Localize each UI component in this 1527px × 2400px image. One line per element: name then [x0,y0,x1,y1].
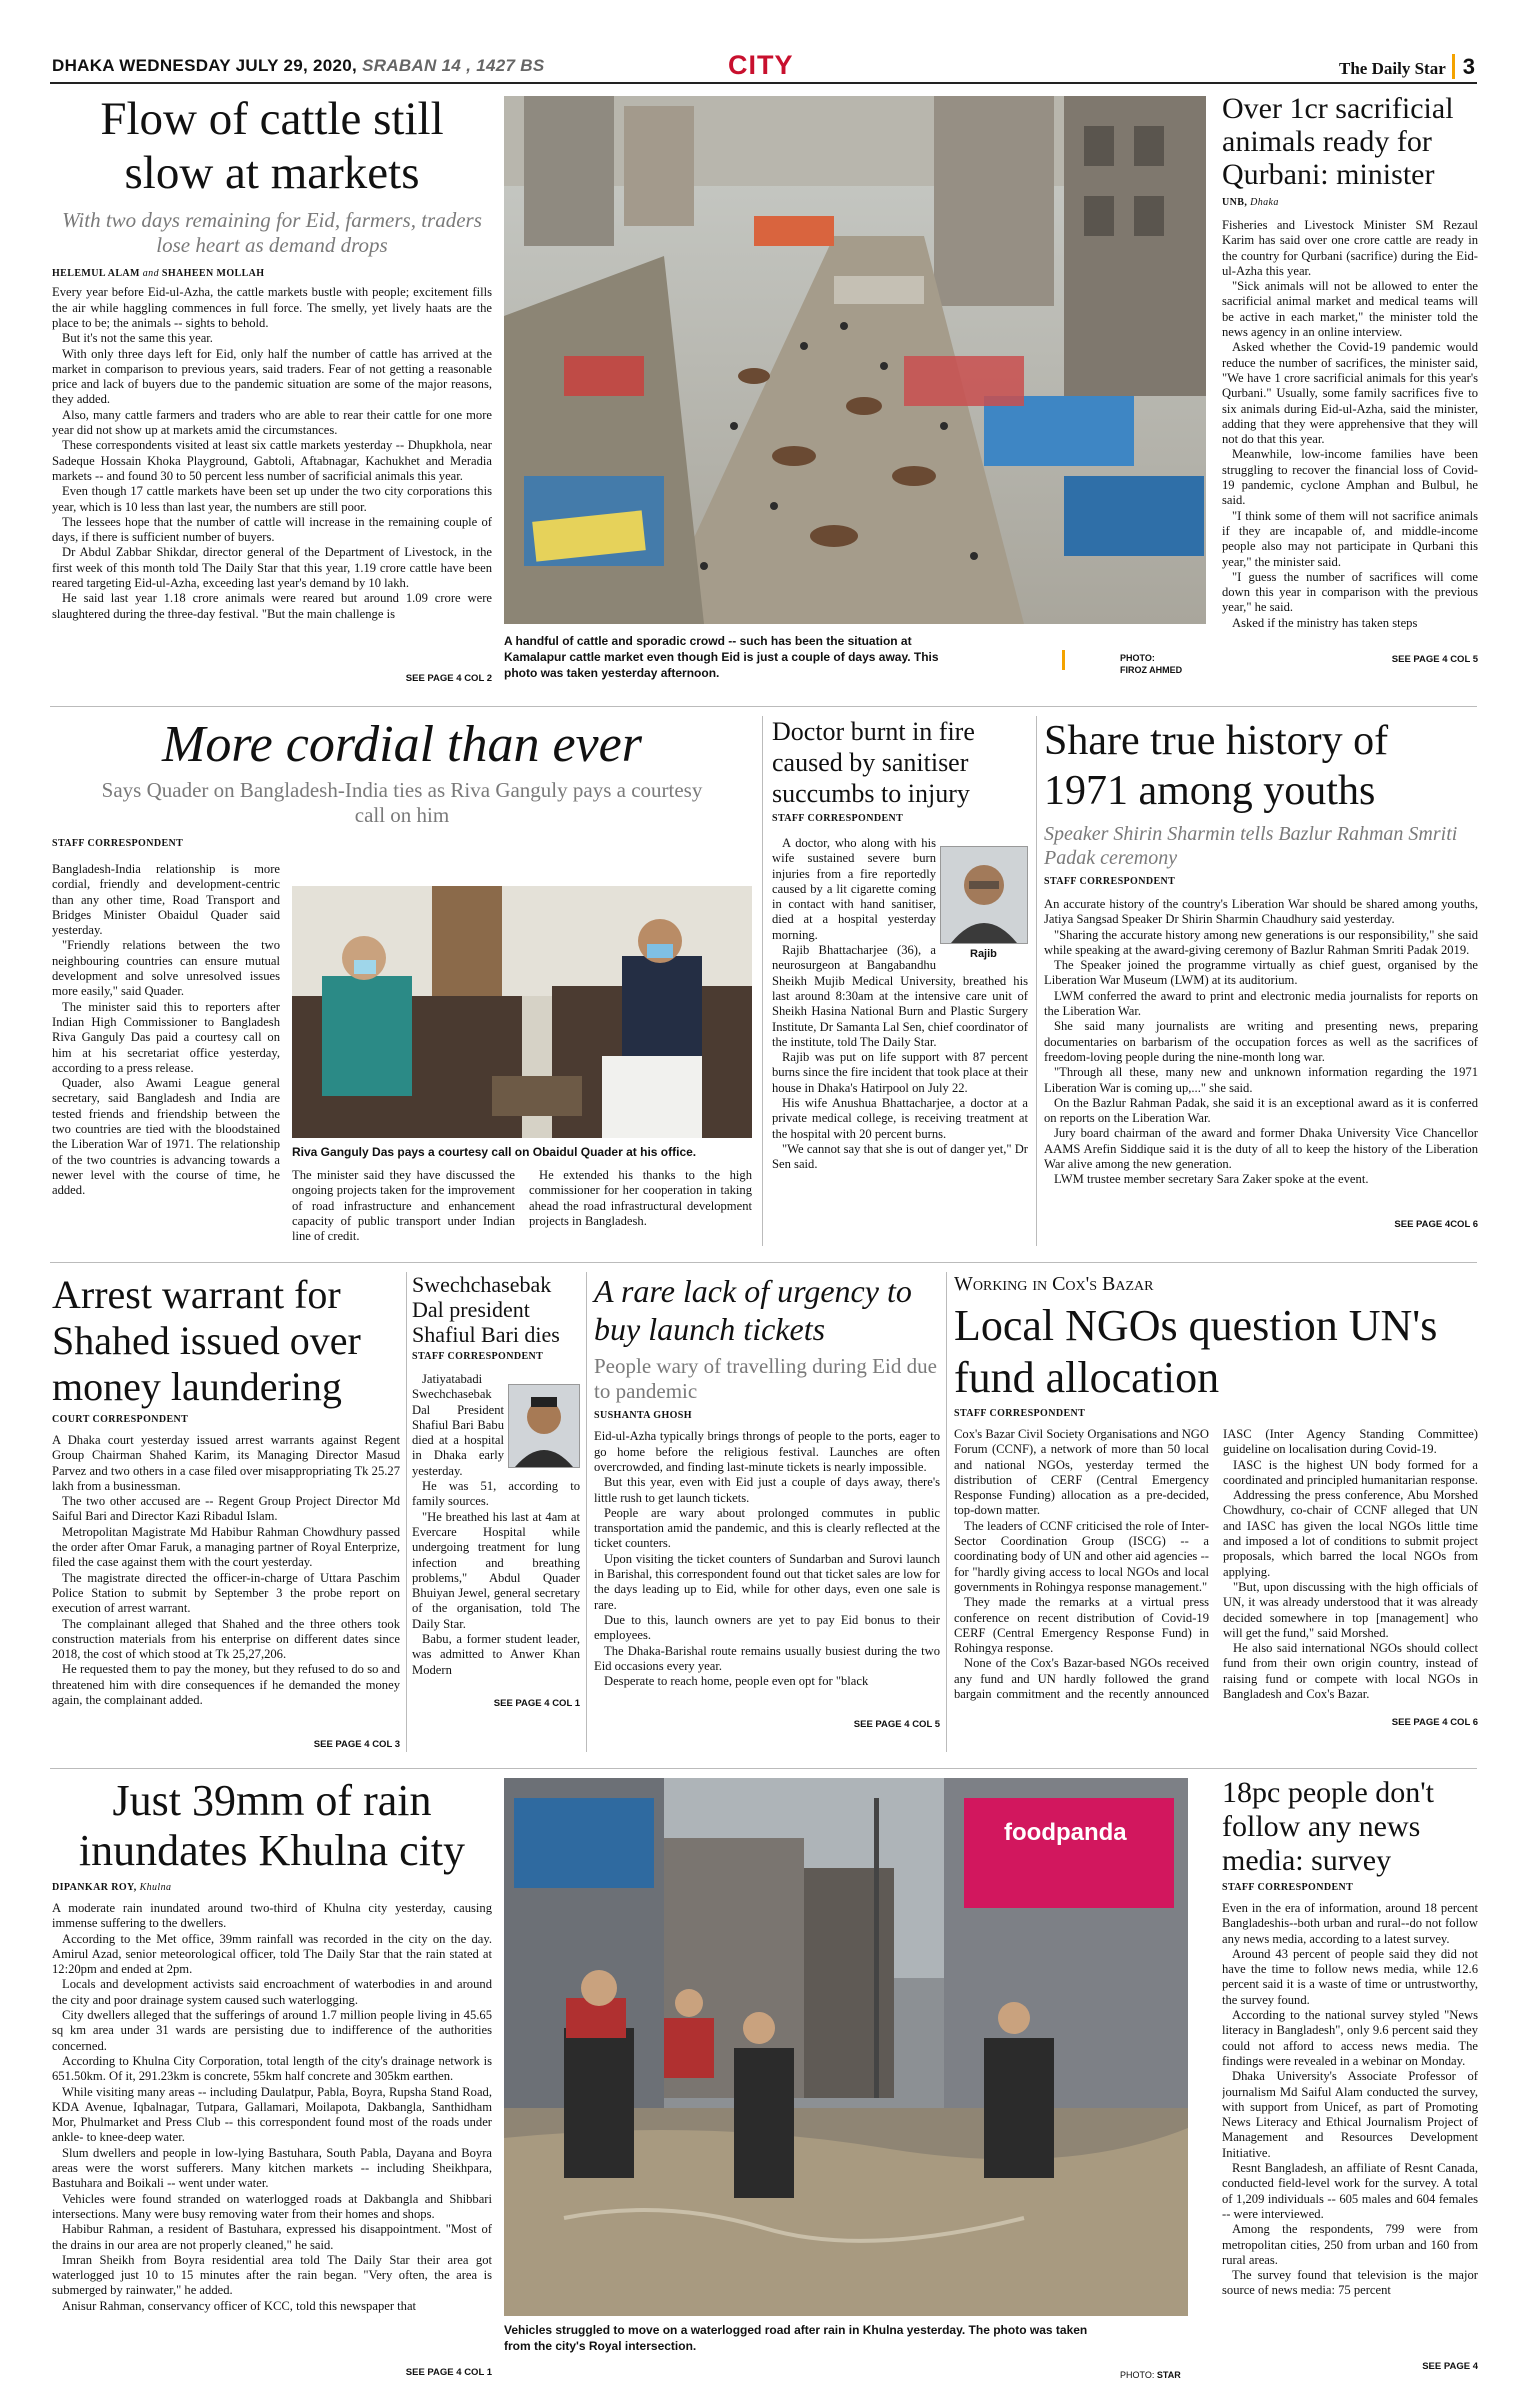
byline-name: UNB, [1222,197,1248,208]
paragraph: The minister said they have discussed the ongoing projects taken for the improvement of road infrastructure and enhancement capacity of public transport under Indian line of credit. [292,1168,515,1244]
subheadline: With two days remaining for Eid, farmers, traders lose heart as demand drops [62,208,482,258]
photo-credit-name: STAR [1156,2370,1181,2380]
article-local-ngos [954,1272,1478,1766]
paragraph: "But, upon discussing with the high officials of UN, it was already understood that it was already decided somewhere in top [management] who will get the fund," said Morshed. [1223,1579,1478,1640]
paragraph: "I guess the number of sacrifices will come down this year in comparison with the previous year," he said. [1222,569,1478,615]
column-divider [406,1272,407,1752]
byline-and: and [142,268,159,280]
paragraph: Every year before Eid-ul-Azha, the cattle markets bustle with people; excitement fills the air while haggling commences in full force. The smelly, yet lively haats are the place to be; the animals -- sights to behold. [52,285,492,330]
paragraph: People are wary about prolonged commutes in public transportation amid the pandemic, and this is clearly reflected at the ticket counters. [594,1505,940,1551]
article-news-media-survey [1222,1776,1478,2378]
subheadline: Speaker Shirin Sharmin tells Bazlur Rahman Smriti Padak ceremony [1044,823,1458,869]
article-body [954,1427,1478,1717]
paragraph: They made the remarks at a virtual press conference on recent distribution of Covid-19 CERF (Central Emergency Response Fund) in Rohingya response. [954,1595,1209,1656]
byline: STAFF CORRESPONDENT [412,1351,544,1362]
paragraph: A Dhaka court yesterday issued arrest warrants against Regent Group Chairman Shahed Karim, its Managing Director Masud Parvez and two others in a case filed over misappropriating Tk 25.27 lakh from a businessman. [52,1433,400,1493]
dateline [52,56,545,76]
section-title: CITY [728,50,794,80]
paragraph: Habibur Rahman, a resident of Bastuhara, expressed his disappointment. "Most of the drains in our area are not properly cleaned," he said. [52,2222,492,2252]
byline-name: DIPANKAR ROY, [52,1882,137,1893]
article-body [1222,218,1478,654]
photo-credit [1120,2370,1181,2380]
mugshot-caption: Rajib [970,948,997,960]
paragraph: The survey found that television is the major source of news media: 75 percent [1222,2268,1478,2298]
paragraph: Anisur Rahman, conservancy officer of KCC, told this newspaper that [62,2298,417,2313]
byline [1222,197,1478,208]
subheadline: Says Quader on Bangladesh-India ties as Riva Ganguly pays a courtesy call on him [101,778,703,828]
paragraph: According to the Met office, 39mm rainfall was recorded in the city on the day. Amirul Azad, senior meteorological officer, told The Daily Star that the rain stated at 12:20pm and ended at 2pm. [52,1931,492,1977]
jump-line: SEE PAGE 4 COL 2 [405,673,492,685]
byline: STAFF CORRESPONDENT [954,1408,1086,1419]
paragraph: "I think some of them will not sacrifice animals if they are incapable of, and middle-income people also may not participate in Qurbani this year," the minister said. [1222,508,1478,569]
byline: STAFF CORRESPONDENT [52,838,184,850]
paragraph: While visiting many areas -- including Daulatpur, Pabla, Boyra, Rupsha Stand Road, KDA Avenue, Iqbalnagar, Tutpara, Gallamari, Moilapota, Dakbangla, Santhidham Mor, Phulmarket and Press Club -- this correspondent found most of the roads under ankle- to knee-deep water. [52,2084,492,2145]
paragraph: The Dhaka-Barishal route remains usually busiest during the two Eid occasions every year. [594,1643,940,1673]
headline: More cordial than ever [162,716,642,773]
paragraph: Bangladesh-India relationship is more cordial, friendly and development-centric than any other time, Road Transport and Bridges Minister Obaidul Quader said yesterday. [52,862,280,938]
photo-credit-label: PHOTO: [1120,2370,1155,2380]
photo-caption: Riva Ganguly Das pays a courtesy call on Obaidul Quader at his office. [292,1145,697,1159]
paragraph: He was 51, according to family sources. [412,1479,580,1509]
paragraph: Cox's Bazar Civil Society Organisations and NGO Forum (CCNF), a network of more than 50 local and national NGOs, yesterday termed the distribution of CERF (Central Emergency Response Funding) allocation as a pre-decided, top-down matter. [954,1427,1209,1518]
paragraph: But it's not the same this year. [62,331,213,346]
byline [52,1882,492,1893]
paragraph: Upon visiting the ticket counters of Sundarban and Surovi launch in Barishal, this correspondent found out that ticket sales are low for the days leading up to Eid, while for other days, even one sale is rare. [594,1551,940,1612]
paragraph: Resnt Bangladesh, an affiliate of Resnt Canada, conducted field-level work for the survey. A total of 1,209 individuals -- 605 males and 604 females -- were interviewed. [1222,2161,1478,2221]
headline: Doctor burnt in fire caused by sanitiser succumbs to injury [772,717,975,808]
column-divider [586,1272,587,1752]
article-history-1971 [1044,716,1478,1256]
paragraph: He also said international NGOs should collect fund from their own origin country, instead of raising fund or compete with local NGOs in Bangladesh and Cox's Bazar. [1223,1641,1478,1702]
paragraph: The leaders of CCNF criticised the role of Inter-Sector Coordination Group (ISCG) -- a coordinating body of UN and other aid agencies -- for "hardly giving access to local NGOs and local governments in Rohingya response management." [954,1518,1209,1594]
paragraph: The two other accused are -- Regent Group Project Director Md Saiful Bari and Director Kazi Ribadul Islam. [52,1494,400,1524]
paragraph: His wife Anushua Bhattacharjee, a doctor at a private medical college, is receiving treatment at the hospital with 20 percent burns. [772,1096,1028,1141]
article-body [1222,1901,1478,2361]
paragraph: "We cannot say that she is out of danger yet," Dr Sen said. [772,1141,1028,1172]
paragraph: Even in the era of information, around 18 percent Bangladeshis--both urban and rural--do not follow any news media, according to a latest survey. [1222,1901,1478,1946]
photo-courtesy-call [292,886,752,1138]
photo-cattle-market [504,96,1206,624]
jump-line: SEE PAGE 4 COL 1 [493,1698,580,1709]
byline-place: Dhaka [1250,197,1279,208]
headline: Local NGOs question UN's fund allocation [954,1301,1438,1402]
paragraph: Around 43 percent of people said they did not have the time to follow news media, while 12.6 percent said it is a waste of time or untrustworthy, the survey found. [1222,1946,1478,2007]
article-shafiul-bari [412,1272,580,1766]
paragraph: Babu, a former student leader, was admitted to Anwer Khan Modern [412,1632,580,1677]
paragraph: Eid-ul-Azha typically brings throngs of people to the ports, eager to go home before the religious festival. Launches are often overcrowded, and finding last-minute tickets is nearly impossible. [594,1429,940,1474]
paragraph: Due to this, launch owners are yet to pay Eid bonus to their employees. [594,1612,940,1643]
paragraph: Even though 17 cattle markets have been set up under the two city corporations this year, which is 10 less than last year, the numbers are still poor. [52,484,492,514]
paragraph: According to the national survey styled "News literacy in Bangladesh", only 9.6 percent said they could not afford to access news media. The findings were revealed in a webinar on Monday. [1222,2008,1478,2068]
jump-line: SEE PAGE 4 COL 5 [1391,654,1478,665]
row-divider [50,1262,1477,1263]
byline-place: Khulna [139,1882,172,1893]
paragraph: He said last year 1.18 crore animals were reared but around 1.09 crore were slaughtered during the three-day festival. "But the main challenge is [52,591,492,621]
paragraph: Desperate to reach home, people even opt for "black [604,1674,869,1689]
paragraph: Addressing the press conference, Abu Morshed Chowdhury, co-chair of CCNF alleged that UN and IASC has given the local NGOs little time and imposed a lot of conditions to submit project proposals, which barred the local NGOs from applying. [1223,1488,1478,1579]
column-divider [946,1272,947,1752]
paragraph: Meanwhile, low-income families have been struggling to recover the financial loss of Covid-19 pandemic, cyclone Amphan and Bulbul, he said. [1222,447,1478,508]
jump-line: SEE PAGE 4 COL 3 [313,1739,400,1750]
paragraph: The lessees hope that the number of cattle will increase in the remaining couple of days, if there is sufficient number of buyers. [52,514,492,545]
row-divider [50,1768,1477,1769]
paragraph: "Friendly relations between the two neighbouring countries can ensure mutual development and solve unresolved issues more easily," said Quader. [52,938,280,999]
cattle-market-illustration [504,96,1206,624]
headline: Flow of cattle still slow at markets [100,93,444,199]
headline: A rare lack of urgency to buy launch tickets [594,1273,912,1347]
paragraph: "Sick animals will not be allowed to enter the sacrificial animal market and medical teams will be active in each market," the minister told the news agency in an online interview. [1222,279,1478,340]
paragraph: Also, many cattle farmers and traders who are able to rear their cattle for one more year did not show up at markets amid the circumstances. [52,407,492,438]
article-sacrificial-animals [1222,92,1478,692]
paragraph: Dr Abdul Zabbar Shikdar, director general of the Department of Livestock, in the first week of this month told The Daily Star that this year, 1.19 crore cattle have been reared targeting Eid-ul-Azha, exceeding last year's demand by 10 lakh. [52,545,492,591]
article-cattle-markets [52,92,492,692]
byline: STAFF CORRESPONDENT [772,813,904,824]
paragraph: Slum dwellers and people in low-lying Bastuhara, South Pabla, Dayana and Boyra areas were the worst sufferers. Many kitchen markets -- including Sheikhpara, Bastuhara and Boikali -- went under water. [52,2145,492,2191]
byline-name-2: SHAHEEN MOLLAH [161,268,265,280]
article-body [52,1901,492,2367]
paragraph: The complainant alleged that Shahed and the three others took construction materials from his enterprise on different dates since 2018, the cost of which stood at Tk 25,27,206. [52,1616,400,1662]
headline: Swechchasebak Dal president Shafiul Bari dies [412,1272,560,1347]
meeting-illustration [292,886,752,1138]
article-body [52,285,492,673]
kicker: Working in Cox's Bazar [954,1273,1154,1295]
mugshot-rajib [940,846,1028,944]
page-number: 3 [1452,54,1475,79]
row-divider [50,706,1477,707]
dateline-bangla-date: SRABAN 14 , 1427 BS [362,56,545,75]
paragraph: IASC is the highest UN body formed for a coordinated and principled humanitarian response. [1223,1457,1478,1487]
photo-credit-name: FIROZ AHMED [1120,665,1183,675]
paragraph: The Speaker joined the programme virtually as chief guest, organised by the Liberation War Museum (LWM) at its auditorium. [1044,958,1478,988]
paragraph: But this year, even with Eid just a couple of days away, there's little rush to get launch tickets. [594,1475,940,1505]
paragraph: "Through all these, many new and unknown information regarding the 1971 Liberation War is coming up,..." she said. [1044,1065,1478,1095]
headline: 18pc people don't follow any news media: survey [1222,1776,1435,1877]
headline: Over 1cr sacrificial animals ready for Qurbani: minister [1222,92,1454,191]
paragraph: Asked whether the Covid-19 pandemic would reduce the number of sacrifices, the minister said, "We have 1 crore sacrificial animals for this year's Qurbani." Usually, some family sacrifices five to six animals during Eid-ul-Azha, said the minister, adding that they were apprehensive that they will not do that this year. [1222,340,1478,447]
byline: STAFF CORRESPONDENT [1044,876,1176,887]
article-body [52,1433,400,1739]
paragraph: Jatiyatabadi Swechchasebak Dal President Shafiul Bari Babu died at a hospital in Dhaka early yesterday. [412,1372,504,1478]
caption-accent [1062,650,1065,670]
paragraph: A doctor, who along with his wife sustained severe burn injuries from a fire reportedly caused by a lit cigarette coming in contact with hand sanitiser, died at a hospital yesterday morning. [772,836,936,942]
portrait-icon [509,1385,579,1467]
paragraph: Jury board chairman of the award and former Dhaka University Vice Chancellor AAMS Arefin Siddique said it is the duty of all to keep the history of the Liberation War alive among the new generation. [1044,1126,1478,1172]
billboard-brand: foodpanda [1004,1819,1127,1846]
paragraph: He requested them to pay the money, but they refused to do so and threatened him with dire consequences if he demanded the money again, the complainant added. [52,1662,400,1708]
paragraph: Imran Sheikh from Boyra residential area told The Daily Star their area got waterlogged just 10 to 15 minutes after the rain began. "Very often, the area is submerged by rainwater," he added. [52,2252,492,2298]
paragraph: He extended his thanks to the high commissioner for her cooperation in taking ahead the road infrastructural development projects in Bangladesh. [529,1168,752,1228]
paragraph: A moderate rain inundated around two-third of Khulna city yesterday, causing immense suffering to the dwellers. [52,1901,492,1931]
paragraph: LWM trustee member secretary Sara Zaker spoke at the event. [1054,1172,1369,1187]
paragraph: Metropolitan Magistrate Md Habibur Rahman Chowdhury passed the order after Omar Faruk, a managing partner of Royal Enterprize, filed the case against them with the court yesterday. [52,1524,400,1570]
paragraph: Quader, also Awami League general secretary, said Bangladesh and India are tested friends and friendship between the two countries are tied with the bloodstained the Liberation War of 1971. The relationship of the two countries is advancing towards a newer level with the course of time, he added. [52,1076,280,1198]
headline: Arrest warrant for Shahed issued over money laundering [52,1272,361,1409]
jump-line: SEE PAGE 4 COL 5 [853,1719,940,1731]
byline: STAFF CORRESPONDENT [1222,1882,1354,1893]
paragraph: Rajib Bhattacharjee (36), a neurosurgeon at Bangabandhu Sheikh Mujib Medical University, breathed his last around 8:30am at the intensive care unit of Sheikh Hasina National Burn and Plastic Surgery Institute, Dr Samanta Lal Sen, chief coordinator of the institute, told The Daily Star. [772,943,1028,1049]
portrait-icon [941,847,1027,943]
jump-line: SEE PAGE 4 COL 6 [1391,1717,1478,1728]
article-doctor-burnt [772,716,1028,1256]
dateline-city: DHAKA [52,56,115,75]
byline: COURT CORRESPONDENT [52,1414,189,1425]
article-body [1044,897,1478,1219]
paragraph: With only three days left for Eid, only half the number of cattle has arrived at the market in comparison to previous years, said traders. Fear of not getting a reasonable price and lack of buyers due to the pandemic situation are some of the major reasons, they added. [52,346,492,407]
jump-line: SEE PAGE 4 [1422,2361,1478,2372]
paragraph: She said many journalists are writing and presenting news, preparing documentaries on barbarism of the occupation forces as well as the sacrifices of freedom-loving people during the nine-month long war. [1044,1019,1478,1064]
headline: Share true history of 1971 among youths [1044,718,1389,814]
photo-caption: A handful of cattle and sporadic crowd -- such has been the situation at Kamalapur cattle market even though Eid is just a couple of days away. This photo was taken yesterday afternoon. [504,634,939,680]
photo-credit [1120,652,1182,676]
paragraph: Rajib was put on life support with 87 percent burns since the fire incident that took place at their house in Dhaka's Hatirpool on July 22. [772,1050,1028,1095]
paragraph: According to Khulna City Corporation, total length of the city's drainage network is 651.50km. Of it, 291.23km is concrete, 55km half concrete and 305km earthen. [52,2053,492,2084]
headline: Just 39mm of rain inundates Khulna city [78,1776,466,1875]
masthead-page [1339,54,1475,80]
paragraph: "Sharing the accurate history among new generations is our responsibility," she said while speaking at the award-giving ceremony of Bazlur Rahman Smriti Padak 2019. [1044,927,1478,957]
header-rule [50,82,1477,84]
paragraph: The magistrate directed the officer-in-charge of Uttara Paschim Police Station to submit by September 3 the probe report on execution of arrest warrant. [52,1570,400,1616]
photo-credit-label: PHOTO: [1120,653,1155,663]
paragraph: None of the Cox's Bazar-based NGOs received any fund and UN hardly followed the grand bargain commitment and the recently announced IASC (Inter Agency Standing Committee) guideline on localisation during Covid-19. [954,1427,1478,1702]
paragraph: On the Bazlur Rahman Padak, she said it is an exceptional award as it is conferred on reports on the Liberation War. [1044,1095,1478,1126]
jump-line: SEE PAGE 4 COL 1 [405,2367,492,2378]
paragraph: Locals and development activists said encroachment of waterbodies in and around the city and poor drainage system caused such waterlogging. [52,1977,492,2007]
paragraph: The minister said this to reporters after Indian High Commissioner to Bangladesh Riva Ganguly Das paid a courtesy call on him at his secretariat office yesterday, according to a press release. [52,999,280,1075]
paragraph: "He breathed his last at 4am at Evercare Hospital while undergoing treatment for lung infection and breathing problems," Abdul Quader Bhuiyan Jewel, general secretary of the organisation, told The Daily Star. [412,1509,580,1631]
paragraph: Dhaka University's Associate Professor of journalism Md Saiful Alam conducted the survey, with support from Unicef, as part of Promoting News Literacy and Ethical Journalism Project of Management and Resources Development Initiative. [1222,2069,1478,2160]
paragraph: City dwellers alleged that the sufferings of around 1.7 million people living in 45.65 sq km area under 31 wards are persisting due to indifference of the authorities concerned. [52,2008,492,2053]
paragraph: Vehicles were found stranded on waterlogged roads at Dakbangla and Shibbari intersections. Many were busy removing water from their homes and shops. [52,2191,492,2221]
paragraph: An accurate history of the country's Liberation War should be shared among youths, Jatiya Sangsad Speaker Dr Shirin Sharmin Chaudhury said yesterday. [1044,897,1478,927]
mugshot-shafiul-bari [508,1384,580,1468]
article-launch-tickets [594,1272,940,1766]
paragraph: Asked if the ministry has taken steps [1232,615,1418,630]
article-body-continued [292,1168,752,1248]
article-body [52,862,280,1246]
photo-caption: Vehicles struggled to move on a waterlogged road after rain in Khulna yesterday. The photo was taken from the city's Royal intersection. [504,2323,1088,2353]
column-divider [1036,716,1037,1246]
paragraph: LWM conferred the award to print and electronic media journalists for reports on the Liberation War. [1044,988,1478,1019]
byline: SUSHANTA GHOSH [594,1410,692,1422]
article-khulna-rain [52,1776,492,2378]
byline-name-1: HELEMUL ALAM [52,268,140,280]
column-divider [762,716,763,1246]
article-arrest-warrant [52,1272,400,1766]
paper-logo: The Daily Star [1339,59,1446,78]
dateline-date: WEDNESDAY JULY 29, 2020, [119,56,358,75]
paragraph: These correspondents visited at least six cattle markets yesterday -- Dhupkhola, near Sadeque Hossain Khoka Playground, Gabtoli, Aftabnagar, Kachukhet and Meradia markets -- and found 30 to 50 percent less number of sacrificial animals this year. [52,438,492,483]
jump-line: SEE PAGE 4COL 6 [1394,1219,1478,1230]
article-bangladesh-india [52,716,752,1256]
paragraph: Among the respondents, 799 were from metropolitan cities, 250 from urban and 160 from rural areas. [1222,2222,1478,2267]
subheadline: People wary of travelling during Eid due to pandemic [594,1354,937,1404]
waterlogged-road-illustration [504,1778,1188,2316]
photo-khulna-waterlogged [504,1778,1188,2316]
paragraph: Fisheries and Livestock Minister SM Rezaul Karim has said over one crore cattle are ready in the country for Qurbani (sacrifice) during the Eid-ul-Azha this year. [1222,218,1478,278]
article-body [594,1429,940,1719]
byline [52,268,492,279]
